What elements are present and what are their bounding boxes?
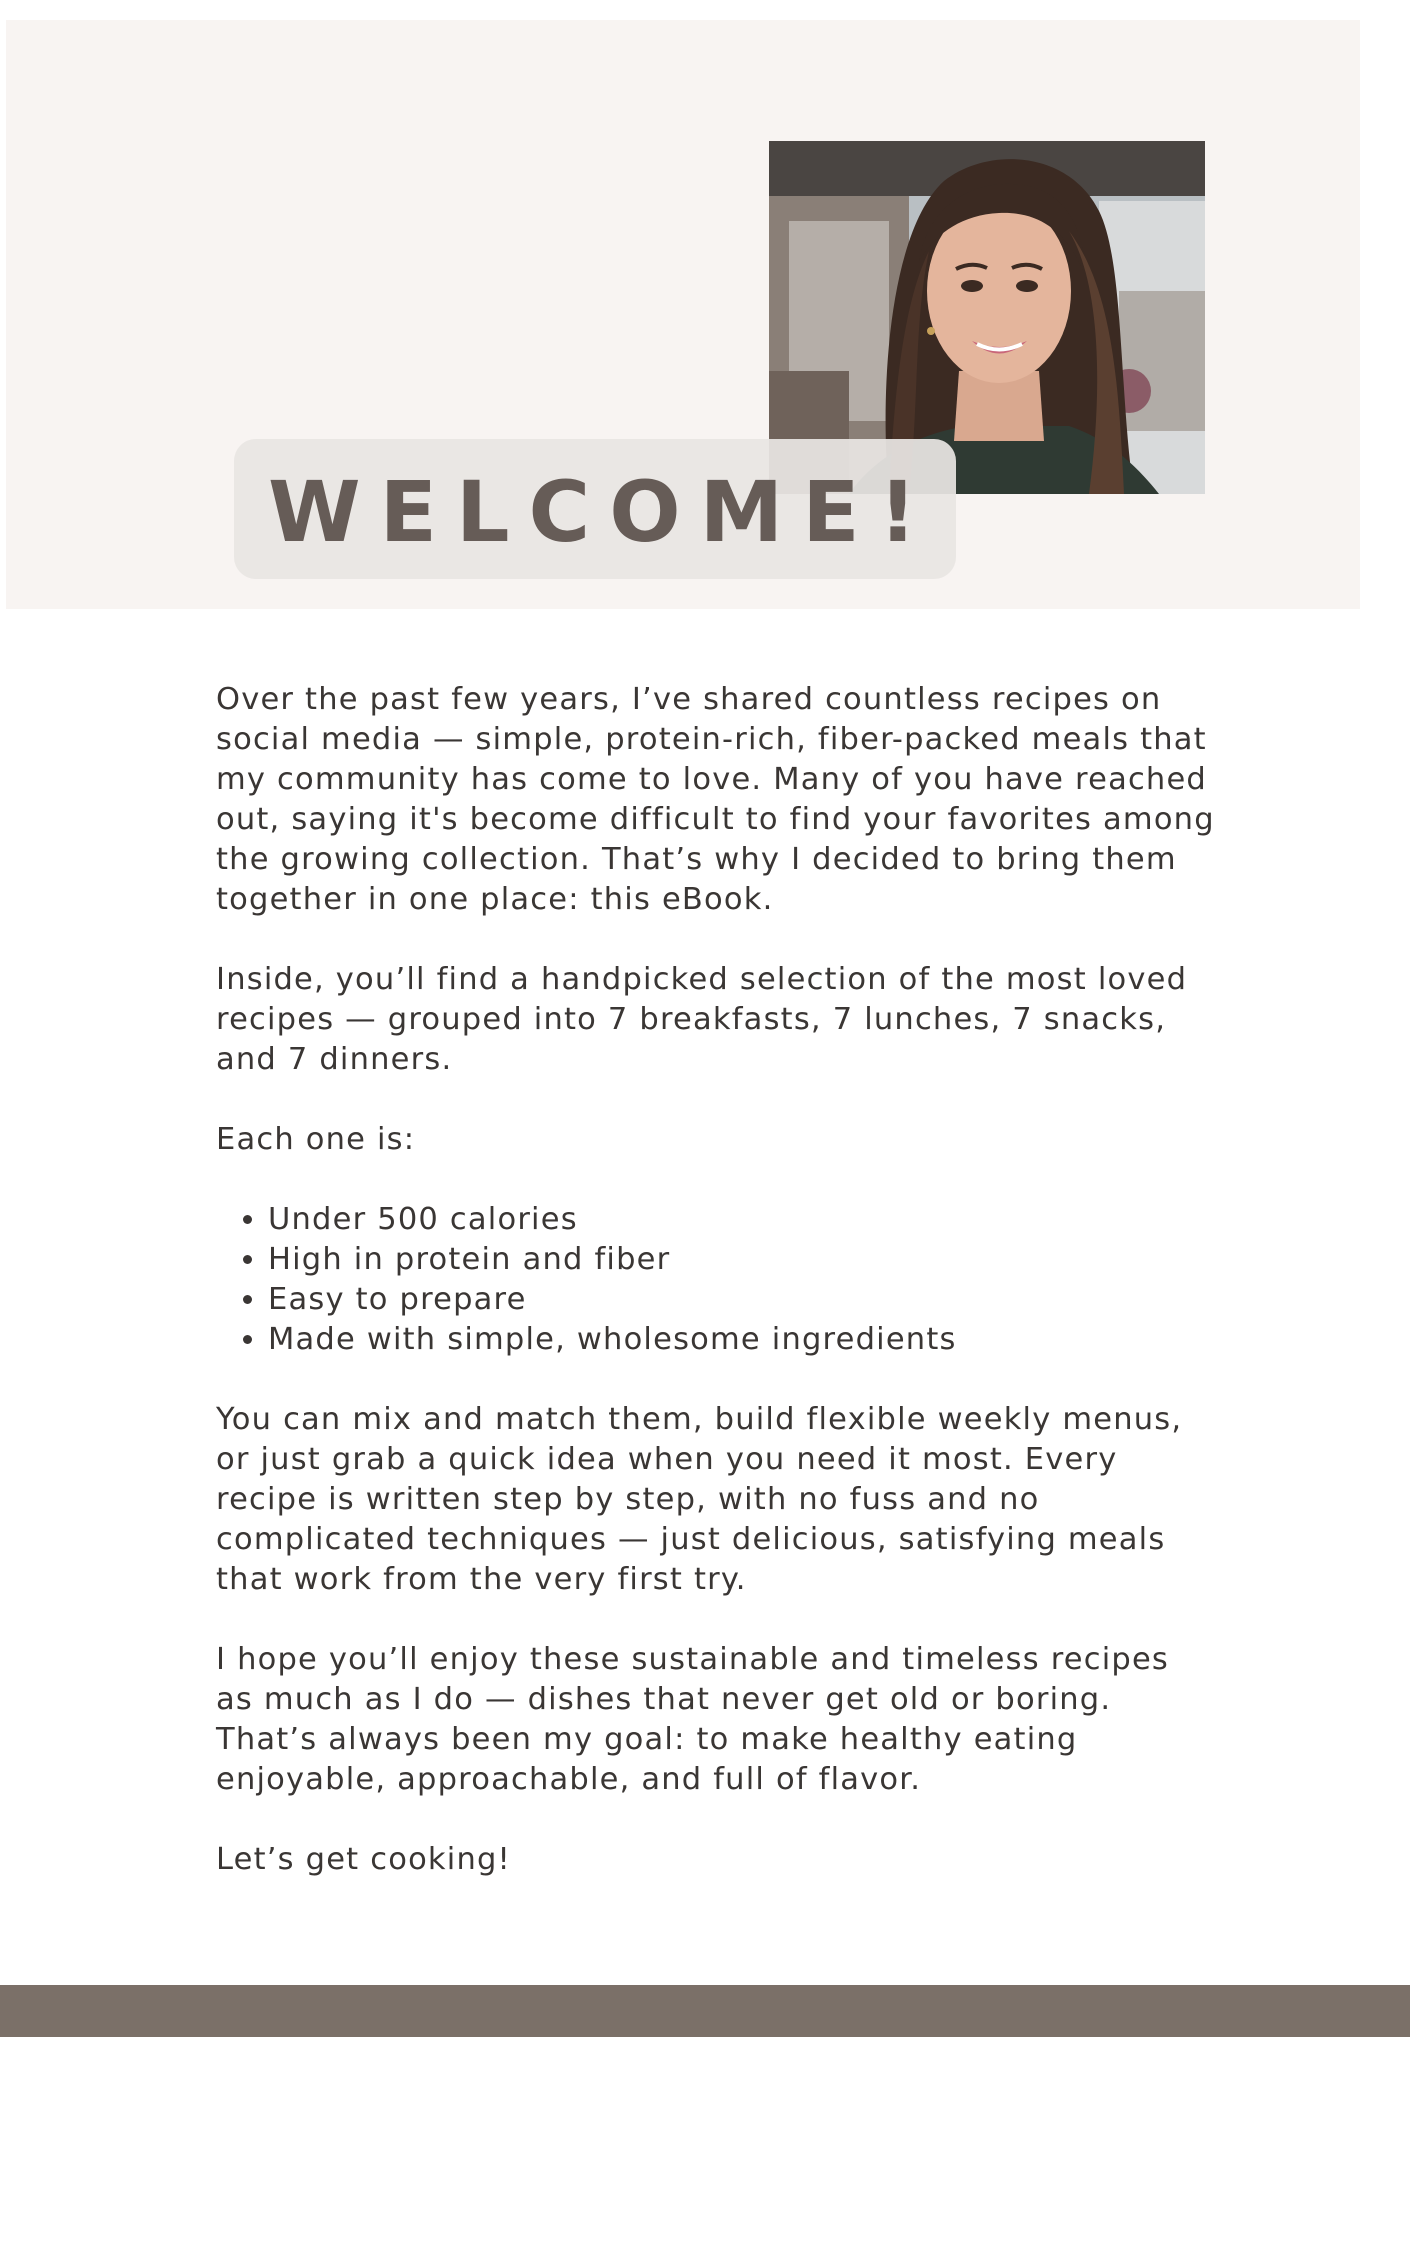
welcome-title: WELCOME! — [268, 463, 936, 561]
footer-band — [0, 1985, 1410, 2037]
feature-item: • Made with simple, wholesome ingredients — [268, 1320, 1216, 1360]
intro-text — [216, 680, 1216, 1920]
intro-paragraph-1: Over the past few years, I’ve shared countless recipes on social media — simple, protein-rich, fiber-packed meals that my community has come to love. Many of you have reached out, saying it's become difficult to find your favorites among the growing collection. That’s why I decided to bring them together in one place: this eBook. — [216, 682, 1215, 917]
intro-paragraph-2: Inside, you’ll find a handpicked selection of the most loved recipes — grouped into 7 breakfasts, 7 lunches, 7 snacks, and 7 dinners. — [216, 962, 1188, 1077]
feature-item: • High in protein and fiber — [268, 1240, 1216, 1280]
intro-paragraph-4: I hope you’ll enjoy these sustainable and timeless recipes as much as I do — dishes that never get old or boring. That’s always been my goal: to make healthy eating enjoyable, approachable, and full of flavor. — [216, 1642, 1169, 1797]
list-intro: Each one is: — [216, 1122, 416, 1157]
intro-paragraph-3: You can mix and match them, build flexible weekly menus, or just grab a quick idea when you need it most. Every recipe is written step by step, with no fuss and no complicated techniques — just delicious, satisfying meals that work from the very first try. — [216, 1402, 1183, 1597]
closing-line: Let’s get cooking! — [216, 1842, 511, 1877]
features-list — [216, 1200, 1216, 1360]
feature-item: • Under 500 calories — [268, 1200, 1216, 1240]
feature-item: • Easy to prepare — [268, 1280, 1216, 1320]
